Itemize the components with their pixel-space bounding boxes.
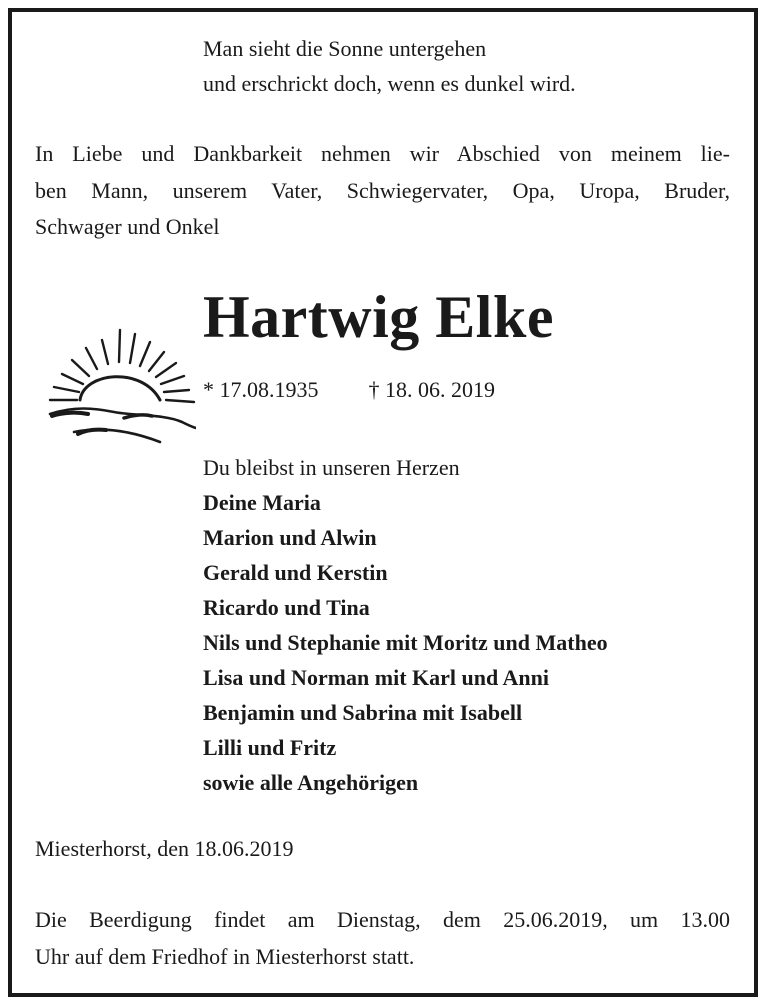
mourner-name: Deine Maria <box>203 490 321 515</box>
death-date: † 18. 06. 2019 <box>368 377 495 402</box>
intro-line: ben Mann, unserem Vater, Schwiegervater, Opa, Uropa, Bruder, <box>35 177 730 203</box>
life-dates <box>203 376 495 404</box>
place-date: Miesterhorst, den 18.06.2019 <box>35 836 294 861</box>
mourners-intro: Du bleibst in unseren Herzen <box>203 455 460 480</box>
intro-text <box>35 136 730 246</box>
verse-line: und erschrickt doch, wenn es dunkel wird. <box>203 70 576 96</box>
verse-line: Man sieht die Sonne untergehen <box>203 36 487 61</box>
intro-line: Schwager und Onkel <box>35 214 220 239</box>
mourners-list <box>203 450 608 800</box>
obituary-frame <box>8 8 758 997</box>
mourner-name: Nils und Stephanie mit Moritz und Matheo <box>203 630 608 655</box>
birth-date: * 17.08.1935 <box>203 377 319 402</box>
mourner-name: Ricardo und Tina <box>203 595 370 620</box>
mourner-name: Marion und Alwin <box>203 525 377 550</box>
intro-line: In Liebe und Dankbarkeit nehmen wir Abschied von meinem lie- <box>35 141 730 166</box>
verse <box>203 32 576 101</box>
funeral-notice <box>35 902 730 975</box>
mourner-name: Lisa und Norman mit Karl und Anni <box>203 665 549 690</box>
funeral-line: Die Beerdigung findet am Dienstag, dem 25.06.2019, um 13.00 <box>35 907 730 932</box>
mourner-name: Gerald und Kerstin <box>203 560 388 585</box>
funeral-line: Uhr auf dem Friedhof in Miesterhorst statt. <box>35 943 415 969</box>
deceased-name: Hartwig Elke <box>203 284 554 350</box>
sunset-over-hills-icon <box>34 314 196 452</box>
mourner-name: sowie alle Angehörigen <box>203 770 419 795</box>
mourner-name: Lilli und Fritz <box>203 735 337 760</box>
mourner-name: Benjamin und Sabrina mit Isabell <box>203 700 523 725</box>
